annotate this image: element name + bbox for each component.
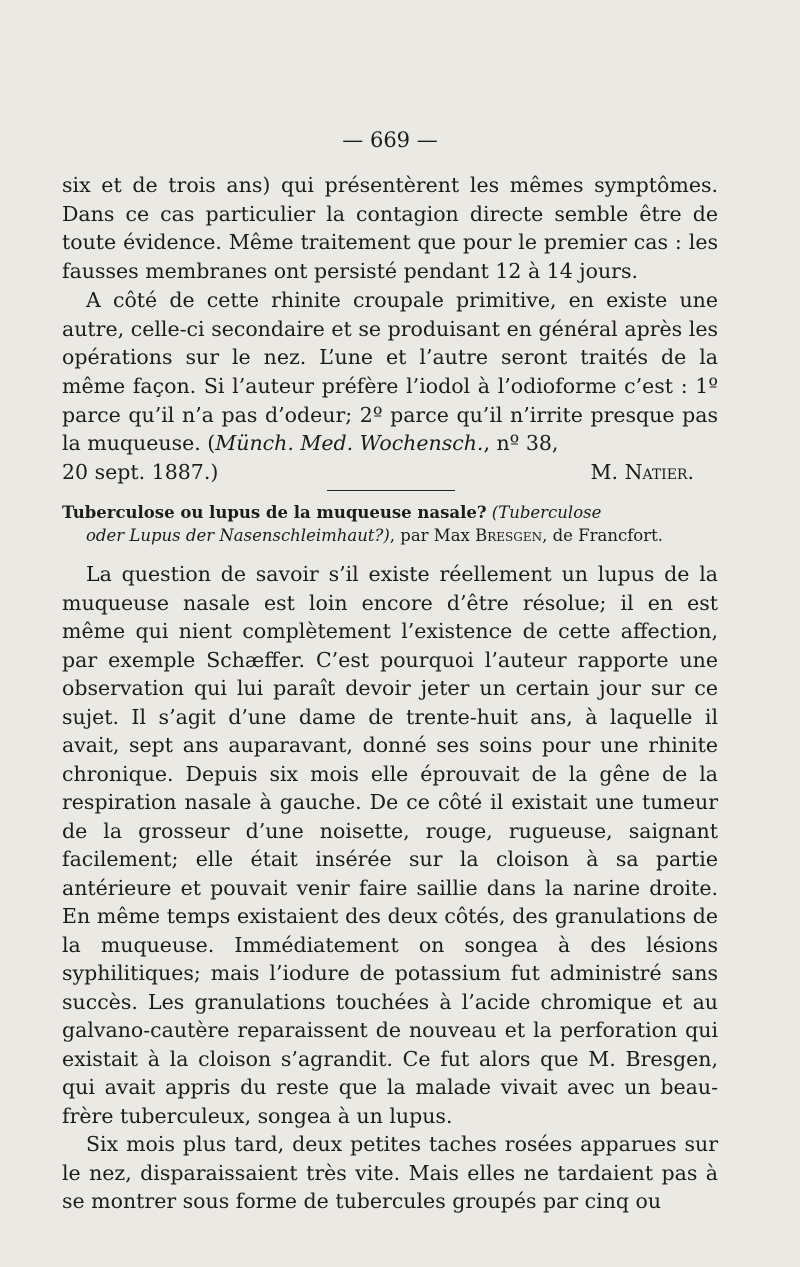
signature-name: Natier. bbox=[624, 460, 694, 485]
author-prefix: , par Max bbox=[389, 526, 476, 545]
article-body bbox=[62, 560, 718, 1216]
page-number: — 669 — bbox=[342, 128, 438, 152]
german-title-start: (Tuberculose bbox=[486, 503, 602, 522]
author-location: , de Francfort. bbox=[542, 526, 663, 545]
body-paragraph: Six mois plus tard, deux petites taches rosées apparues sur le nez, disparaissaient très vite. Mais elles ne tardaient pas à se montrer sous forme de tubercules groupés par cinq ou bbox=[62, 1132, 718, 1213]
previous-article-ending bbox=[62, 171, 718, 487]
signature-line bbox=[62, 458, 718, 487]
continuation-line: les fausses membranes ont persisté pendant 12 à 14 jours. bbox=[62, 230, 718, 284]
paragraph-text: A côté de cette rhinite croupale primitive, en existe une autre, celle-ci secondaire et se produisant en général après les opérations sur le nez. L’une et l’autre seront traités de la même façon. Si l’auteur préfère l’iodol à l’odioforme c’est : 1º parce qu’il n’a pas d’odeur; 2º parce qu’il n’irrite presque pas la muqueuse. ( bbox=[62, 287, 718, 456]
journal-citation: Münch. Med. Wochensch. bbox=[215, 431, 484, 456]
heading-line-1 bbox=[62, 501, 722, 524]
article-title: Tuberculose ou lupus de la muqueuse nasale? bbox=[62, 503, 487, 522]
citation-number: , nº 38, bbox=[483, 431, 559, 456]
author-signature bbox=[591, 458, 718, 487]
continuation-line: Dans ce cas particulier la contagion directe semble être de bbox=[62, 201, 718, 226]
article-heading bbox=[62, 501, 722, 547]
signature-initial: M. bbox=[590, 460, 625, 485]
body-paragraph: La question de savoir s’il existe réellement un lupus de la muqueuse nasale est loin encore d’être résolue; il en est même qui nient complètement l’existence de cette affection, par exemple Schæffer. C’est pourquoi l’auteur rapporte une observation qui lui paraît devoir jeter un certain jour sur ce sujet. Il s’agit d’une dame de trente-huit ans, à laquelle il avait, sept ans auparavant, donné ses soins pour une rhinite chronique. Depuis six mois elle éprouvait de la gêne de la respiration nasale à gauche. De ce côté il existait une tumeur de la grosseur d’une noisette, rouge, rugueuse, saignant facilement; elle était insérée sur la cloison à sa partie antérieure et pouvait venir faire saillie dans la narine droite. En même temps existaient des deux côtés, des granulations de la muqueuse. Immédiatement on songea à des lésions syphilitiques; mais l’iodure de potassium fut administré sans succès. Les granulations touchées à l’acide chromique et au galvano-cautère reparaissent de nouveau et la perforation qui existait à la cloison s’agrandit. Ce fut alors que M. Bresgen, qui avait appris du reste que la malade vivait avec un beau-frère tuberculeux, songea à un lupus. bbox=[62, 562, 718, 1128]
continuation-line: toute évidence. Même traitement que pour le premier cas : bbox=[62, 230, 682, 255]
continuation-paragraph bbox=[62, 171, 718, 286]
section-divider bbox=[327, 490, 455, 491]
continuation-line: six et de trois ans) qui présentèrent les mêmes symptômes. bbox=[62, 173, 718, 197]
german-title-end: oder Lupus der Nasenschleimhaut?) bbox=[86, 526, 390, 545]
heading-line-2 bbox=[62, 524, 722, 547]
citation-date: 20 sept. 1887.) bbox=[62, 460, 219, 485]
author-name: Bresgen bbox=[475, 526, 543, 545]
secondary-rhinitis-paragraph bbox=[62, 286, 718, 458]
